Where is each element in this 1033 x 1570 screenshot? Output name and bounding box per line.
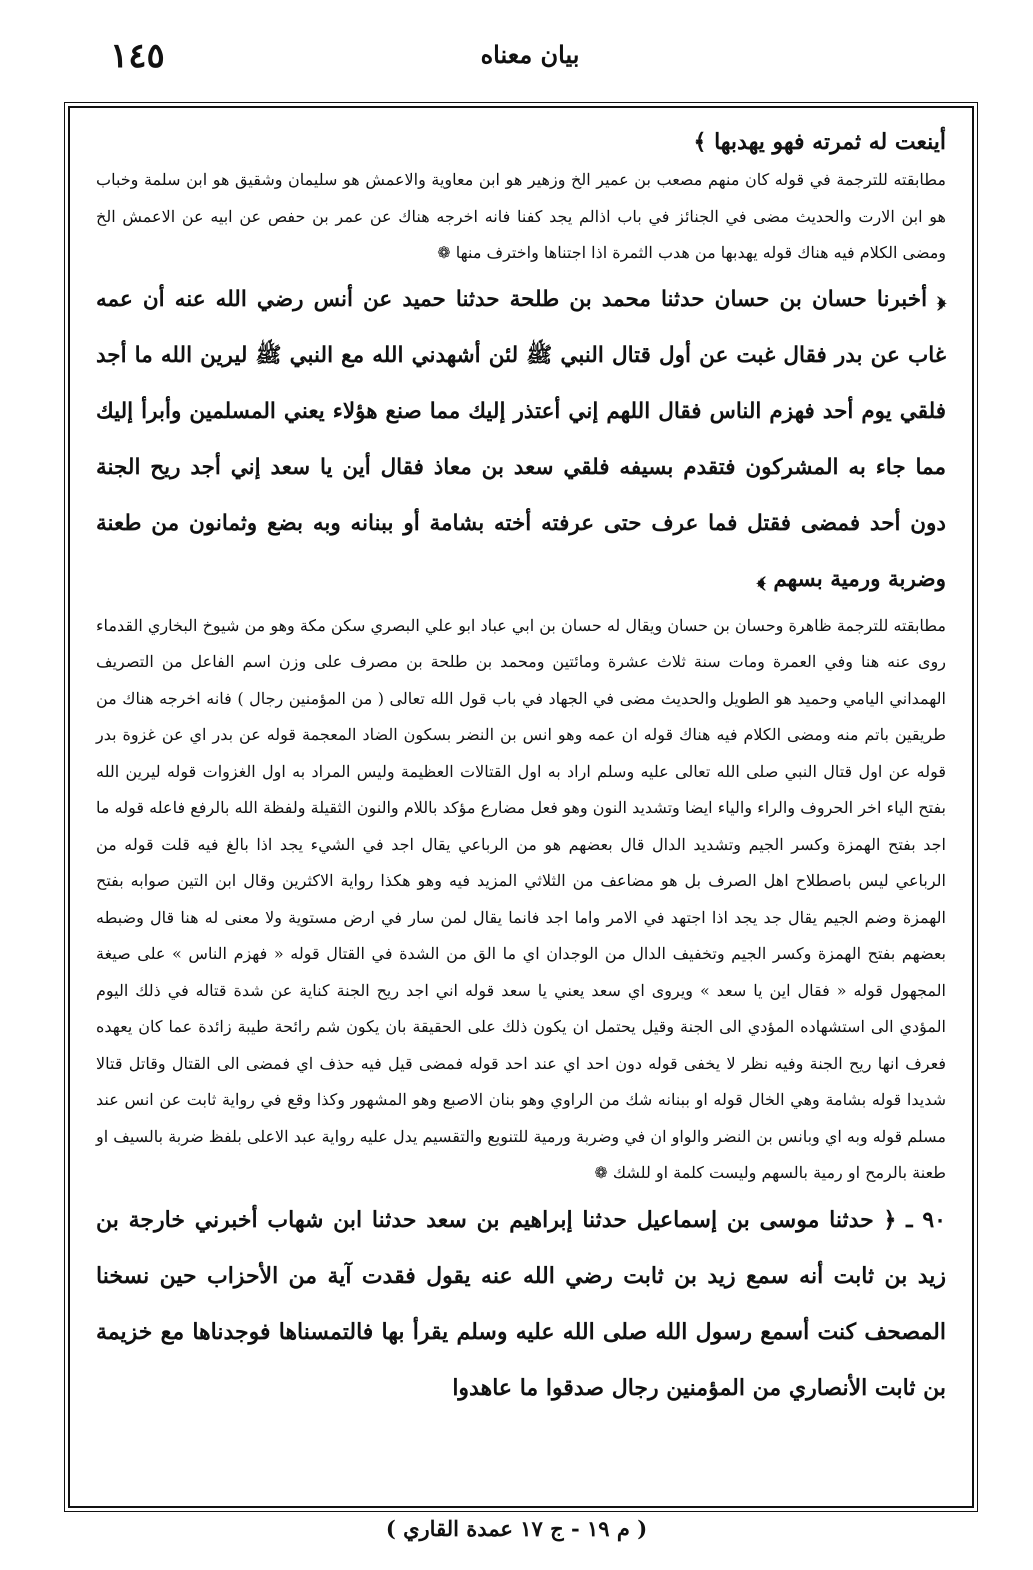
- hadith-text: ﴿ أخبرنا حسان بن حسان حدثنا محمد بن طلحة حدثنا حميد عن أنس رضي الله عنه أن عمه غاب عن بدر فقال غبت عن أول قتال النبي ﷺ لئن أشهدني الله مع النبي ﷺ ليرين الله ما أجد فلقي يوم أحد فهزم الناس فقال اللهم إني أعتذر إليك مما صنع هؤلاء يعني المسلمين وأبرأ إليك مما جاء به المشركون فتقدم بسيفه فلقي سعد بن معاذ فقال أين يا سعد إني أجد ريح الجنة دون أحد فمضى فقتل فما عرف حتى عرفته أخته بشامة أو ببنانه وبه بضع وثمانون من طعنة وضربة ورمية بسهم ﴾: [96, 286, 946, 592]
- commentary-paragraph-1: مطابقته للترجمة في قوله كان منهم مصعب بن عمير الخ وزهير هو ابن معاوية والاعمش هو سليمان وشقيق هو ابن سلمة وخباب هو ابن الارت والحديث مضى في الجنائز في باب اذالم يجد كفنا فانه اخرجه هناك عن عمر بن حفص عن ابيه عن الاعمش الخ ومضى الكلام فيه هناك قوله يهدبها من هدب الثمرة اذا اجتناها واخترف منها ❁: [96, 170, 946, 262]
- text-frame: [68, 106, 974, 1508]
- hadith-90-text: ٩٠ ـ ﴿ حدثنا موسى بن إسماعيل حدثنا إبراهيم بن سعد حدثنا ابن شهاب أخبرني خارجة بن زيد بن ثابت أنه سمع زيد بن ثابت رضي الله عنه يقول فقدت آية من الأحزاب حين نسخنا المصحف كنت أسمع رسول الله صلى الله عليه وسلم يقرأ بها فالتمسناها فوجدناها مع خزيمة بن ثابت الأنصاري من المؤمنين رجال صدقوا ما عاهدوا: [96, 1206, 946, 1401]
- page-footer-signature: ( م ١٩ - ج ١٧ عمدة القاري ): [385, 1516, 648, 1541]
- verse-fragment: أينعت له ثمرته فهو يهدبها ﴾: [693, 129, 946, 155]
- commentary-paragraph-2: مطابقته للترجمة ظاهرة وحسان بن حسان ويقال له حسان بن ابي عباد ابو علي البصري سكن مكة وهو من شيوخ البخاري القدماء روى عنه هنا وفي العمرة ومات سنة ثلاث عشرة ومائتين ومحمد بن طلحة بن مصرف على وزن اسم الفاعل من التصريف الهمداني اليامي وحميد هو الطويل والحديث مضى في الجهاد في باب قول الله تعالى ( من المؤمنين رجال ) فانه اخرجه هناك من طريقين باتم منه ومضى الكلام فيه هناك قوله ان عمه وهو انس بن النضر بسكون الضاد المعجمة قوله عن بدر اي عن غزوة بدر قوله عن اول قتال النبي صلى الله تعالى عليه وسلم اراد به اول القتالات العظيمة وليس المراد به اول الغزوات قوله ليرين الله بفتح الياء اخر الحروف والراء والياء ايضا وتشديد النون وهو فعل مضارع مؤكد باللام والنون الثقيلة ولفظة الله بالرفع فاعله قوله ما اجد بفتح الهمزة وكسر الجيم وتشديد الدال قال بعضهم هو من الرباعي يقال اجد في الشيء يجد اذا بالغ فيه قلت قوله من الرباعي ليس باصطلاح اهل الصرف بل هو مضاعف من الثلاثي المزيد فيه وهو هكذا رواية الاكثرين وقال ابن التين صوابه بفتح الهمزة وضم الجيم يقال جد يجد اذا اجتهد في الامر واما اجد فانما يقال لمن سار في ارض مستوية ولا معنى له هنا قال وضبطه بعضهم بفتح الهمزة وكسر الجيم وتخفيف الدال من الوجدان اي ما الق من الشدة في القتال قوله « فهزم الناس » على صيغة المجهول قوله « فقال اين يا سعد » ويروى اي سعد يعني يا سعد قوله اني اجد ريح الجنة كناية عن شدة قتاله في ذلك اليوم المؤدي الى استشهاده المؤدي الى الجنة وقيل يحتمل ان يكون ذلك على الحقيقة بان يكون شم رائحة طيبة زائدة عما كان يعهده فعرف انها ريح الجنة وفيه نظر لا يخفى قوله دون احد اي عند احد قوله فمضى قيل فيه حذف اي فمضى الى القتال وقاتل قتالا شديدا قوله بشامة وهي الخال قوله او ببنانه شك من الراوي وهو بنان الاصبع وهو المشهور وكذا وقع في رواية ثابت عن انس عند مسلم قوله وبه اي وبانس بن النضر والواو ان في وضربة ورمية للتنويع والتقسيم يدل عليه رواية عبد الاعلى بلفظ ضربة بالسيف او طعنة بالرمح او رمية بالسهم وليست كلمة او للشك ❁: [96, 615, 947, 1182]
- page-number: ١٤٥: [110, 36, 165, 76]
- page-header: [70, 30, 990, 80]
- running-title: بيان معناه: [480, 40, 580, 69]
